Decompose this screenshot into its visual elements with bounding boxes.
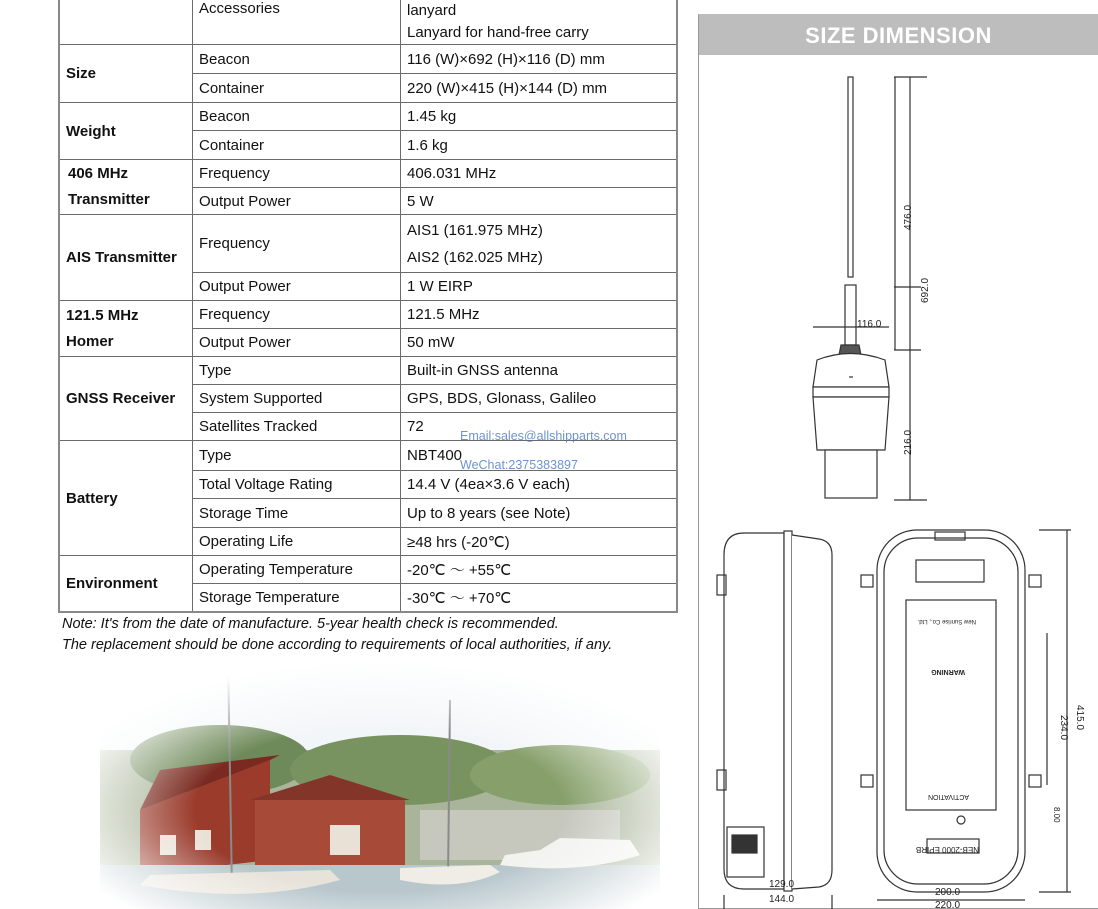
value-cell: 116 (W)×692 (H)×116 (D) mm bbox=[401, 45, 678, 74]
value-cell: ≥48 hrs (-20℃) bbox=[401, 528, 678, 556]
value-cell: Up to 8 years (see Note) bbox=[401, 499, 678, 528]
table-row bbox=[59, 301, 677, 329]
item-cell: Container bbox=[193, 131, 401, 160]
dim-216: 216.0 bbox=[903, 429, 914, 455]
value-cell: 50 mW bbox=[401, 329, 678, 357]
dim-692: 692.0 bbox=[920, 277, 931, 303]
value-cell bbox=[401, 215, 678, 273]
value-cell: 406.031 MHz bbox=[401, 160, 678, 188]
item-cell: Operating Life bbox=[193, 528, 401, 556]
value-cell: NBT400 bbox=[401, 441, 678, 471]
item-cell: Satellites Tracked bbox=[193, 413, 401, 441]
value-cell: 1.45 kg bbox=[401, 103, 678, 131]
item-cell: Frequency bbox=[193, 160, 401, 188]
spec-table bbox=[58, 0, 678, 613]
item-cell: Output Power bbox=[193, 273, 401, 301]
category-cell bbox=[59, 0, 193, 45]
value-cell: -20℃ ～ +55℃ bbox=[401, 556, 678, 584]
item-cell: Type bbox=[193, 357, 401, 385]
item-cell: System Supported bbox=[193, 385, 401, 413]
activation-text: ACTIVATION bbox=[928, 793, 969, 800]
value-cell: 220 (W)×415 (H)×144 (D) mm bbox=[401, 74, 678, 103]
table-row bbox=[59, 160, 677, 188]
item-cell: Frequency bbox=[193, 301, 401, 329]
dim-8: 8.00 bbox=[1052, 807, 1061, 823]
item-cell: Total Voltage Rating bbox=[193, 471, 401, 499]
dim-234: 234.0 bbox=[1058, 715, 1069, 741]
value-cell: 1 W EIRP bbox=[401, 273, 678, 301]
value-cell: -30℃ ～ +70℃ bbox=[401, 584, 678, 612]
category-line: Transmitter bbox=[68, 191, 150, 208]
note bbox=[62, 614, 612, 656]
value-cell: 1.6 kg bbox=[401, 131, 678, 160]
category-cell: Size bbox=[59, 45, 193, 103]
category-cell: AIS Transmitter bbox=[59, 215, 193, 301]
value-line: Lanyard for hand-free carry bbox=[407, 24, 589, 41]
value-cell: 72 bbox=[401, 413, 678, 441]
container-side-view bbox=[717, 531, 832, 909]
note-line: Note: It's from the date of manufacture. 5-year health check is recommended. bbox=[62, 616, 559, 632]
table-row bbox=[59, 441, 677, 471]
dim-200: 200.0 bbox=[935, 887, 961, 898]
item-cell: Operating Temperature bbox=[193, 556, 401, 584]
dim-116: 116.0 bbox=[857, 319, 882, 330]
category-line: 406 MHz bbox=[68, 165, 129, 182]
item-cell: Beacon bbox=[193, 103, 401, 131]
value-cell: 14.4 V (4ea×3.6 V each) bbox=[401, 471, 678, 499]
warning-text: WARNING bbox=[931, 668, 965, 675]
table-row bbox=[59, 0, 677, 45]
dim-129: 129.0 bbox=[769, 879, 795, 890]
item-cell: Beacon bbox=[193, 45, 401, 74]
category-cell: Environment bbox=[59, 556, 193, 612]
table-row bbox=[59, 556, 677, 584]
category-cell: Battery bbox=[59, 441, 193, 556]
table-row bbox=[59, 45, 677, 74]
maker-text: New Sunrise Co., Ltd. bbox=[917, 618, 976, 624]
item-cell: Storage Temperature bbox=[193, 584, 401, 612]
item-cell: Container bbox=[193, 74, 401, 103]
category-line: Homer bbox=[66, 332, 114, 350]
table-row bbox=[59, 215, 677, 273]
dim-476: 476.0 bbox=[903, 204, 914, 230]
category-cell: Weight bbox=[59, 103, 193, 160]
category-cell bbox=[59, 301, 193, 357]
dim-415: 415.0 bbox=[1074, 705, 1085, 731]
category-cell: GNSS Receiver bbox=[59, 357, 193, 441]
size-dimension-panel bbox=[698, 14, 1098, 909]
item-cell: Storage Time bbox=[193, 499, 401, 528]
value-line: AIS2 (162.025 MHz) bbox=[407, 248, 543, 266]
value-line: lanyard bbox=[407, 2, 457, 19]
dim-144: 144.0 bbox=[769, 894, 795, 905]
dimension-drawing bbox=[699, 55, 1097, 909]
table-row bbox=[59, 357, 677, 385]
value-cell: GPS, BDS, Glonass, Galileo bbox=[401, 385, 678, 413]
table-row bbox=[59, 103, 677, 131]
item-cell: Output Power bbox=[193, 329, 401, 357]
value-cell: Built-in GNSS antenna bbox=[401, 357, 678, 385]
item-cell: Output Power bbox=[193, 188, 401, 215]
category-line: 121.5 MHz bbox=[66, 306, 139, 324]
item-cell: Type bbox=[193, 441, 401, 471]
value-cell bbox=[401, 0, 678, 45]
value-cell: 121.5 MHz bbox=[401, 301, 678, 329]
plate-label: NEB-2000 EPIRB bbox=[915, 845, 979, 854]
panel-title: SIZE DIMENSION bbox=[699, 15, 1098, 55]
value-line: AIS1 (161.975 MHz) bbox=[407, 221, 543, 239]
value-cell: 5 W bbox=[401, 188, 678, 215]
dim-220: 220.0 bbox=[935, 900, 961, 909]
harbor-photo bbox=[100, 660, 660, 909]
watermark-wechat: WeChat:2375383897 bbox=[460, 458, 578, 472]
category-cell bbox=[59, 160, 193, 215]
watermark-email: Email:sales@allshipparts.com bbox=[460, 429, 627, 443]
item-cell: Frequency bbox=[193, 215, 401, 273]
note-line: The replacement should be done according to requirements of local authorities, if any. bbox=[62, 637, 613, 653]
item-cell: Accessories bbox=[193, 0, 401, 45]
